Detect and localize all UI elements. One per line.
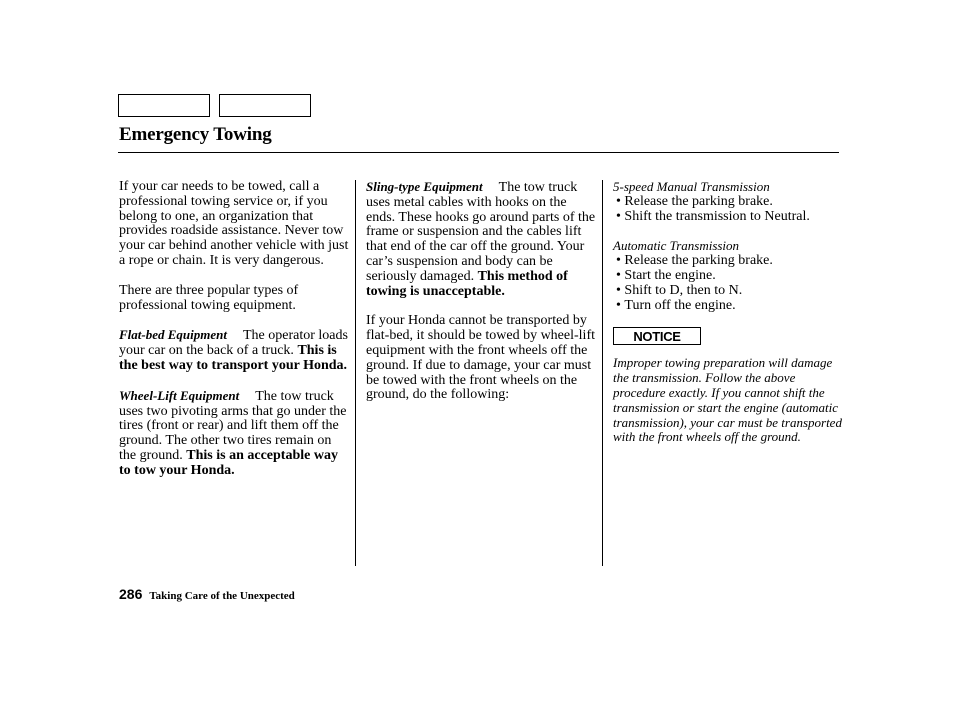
column-1 [119, 180, 351, 479]
list-item: • Release the parking brake. [616, 195, 843, 210]
automatic-steps-list [613, 254, 843, 313]
wheellift-note-paragraph: If your Honda cannot be transported by flat-bed, it should be towed by wheel-lift equipment with the front wheels off the ground. If due to damage, your car must be towed with the front wheels on the ground, do the following: [366, 313, 595, 403]
section-name: Taking Care of the Unexpected [149, 590, 295, 602]
list-item: • Shift the transmission to Neutral. [616, 210, 843, 225]
page-title: Emergency Towing [119, 124, 272, 145]
sling-emphasis: This method of towing is unacceptable. [366, 268, 568, 299]
manual-steps-list [613, 195, 843, 225]
manual-transmission-heading: 5-speed Manual Transmission [613, 179, 770, 194]
sling-heading: Sling-type Equipment [366, 179, 483, 194]
list-item: • Shift to D, then to N. [616, 284, 843, 299]
header-tab-box-1 [118, 94, 210, 117]
sling-text: The tow truck uses metal cables with hooks on the ends. These hooks go around parts of the frame or suspension and the cables lift that end of the car off the ground. Your car’s suspension and body can be seriously damaged. [366, 180, 596, 284]
column-2 [366, 180, 598, 403]
wheellift-text: The tow truck uses two pivoting arms that go under the tires (front or rear) and lift them off the ground. The other two tires remain on the ground. [119, 388, 347, 463]
intro-paragraph: If your car needs to be towed, call a professional towing service or, if you belong to one, an organization that provides roadside assistance. Never tow your car behind another vehicle with just a rope or chain. It is very dangerous. [119, 179, 349, 268]
sling-paragraph [366, 180, 598, 299]
notice-text: Improper towing preparation will damage the transmission. Follow the above procedure exactly. If you cannot shift the transmission or start the engine (automatic transmission), your car must be transported with the front wheels off the ground. [613, 355, 842, 445]
list-item: • Release the parking brake. [616, 254, 843, 269]
page-footer [119, 586, 295, 604]
page-number: 286 [119, 586, 143, 602]
wheellift-emphasis: This is an acceptable way to tow your Honda. [119, 447, 338, 478]
types-intro-paragraph: There are three popular types of professional towing equipment. [119, 282, 299, 313]
wheellift-heading: Wheel-Lift Equipment [119, 387, 240, 403]
flatbed-emphasis: This is the best way to transport your Honda. [119, 343, 348, 373]
flatbed-heading: Flat-bed Equipment [119, 327, 227, 343]
flatbed-text: The operator loads your car on the back of a truck. [119, 328, 348, 359]
list-item: • Start the engine. [616, 269, 843, 284]
notice-badge: NOTICE [613, 327, 701, 345]
automatic-transmission-heading: Automatic Transmission [613, 238, 740, 254]
header-tab-box-2 [219, 94, 311, 117]
column-divider-1 [355, 180, 356, 566]
flatbed-paragraph [119, 328, 351, 373]
wheellift-paragraph [119, 389, 351, 479]
title-rule [118, 152, 839, 153]
column-divider-2 [602, 180, 603, 566]
list-item: • Turn off the engine. [616, 299, 843, 314]
column-3 [613, 180, 843, 445]
